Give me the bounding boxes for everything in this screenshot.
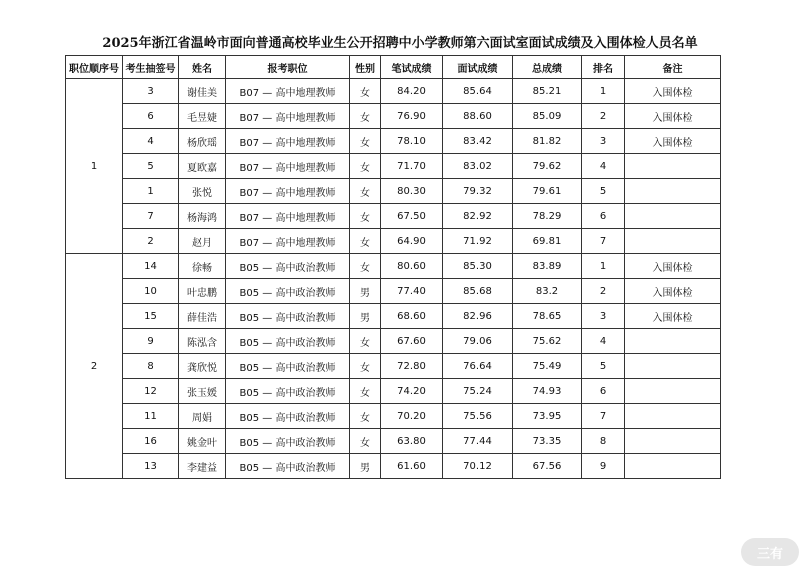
written-score-cell: 70.20: [381, 404, 443, 429]
gender-cell: 女: [350, 204, 381, 229]
remark-cell: [625, 154, 721, 179]
draw-no-cell: 7: [123, 204, 179, 229]
draw-no-cell: 6: [123, 104, 179, 129]
interview-score-cell: 83.42: [443, 129, 513, 154]
total-score-cell: 73.95: [513, 404, 582, 429]
written-score-cell: 80.30: [381, 179, 443, 204]
applied-position-cell: B05 — 高中政治教师: [226, 404, 350, 429]
interview-score-cell: 77.44: [443, 429, 513, 454]
remark-cell: [625, 379, 721, 404]
draw-no-cell: 13: [123, 454, 179, 479]
header-row: [66, 56, 721, 79]
table-row: [66, 429, 721, 454]
name-cell: 姚金叶: [179, 429, 226, 454]
rank-cell: 4: [582, 329, 625, 354]
position-no-cell: 1: [66, 79, 123, 254]
gender-cell: 女: [350, 229, 381, 254]
interview-score-cell: 85.68: [443, 279, 513, 304]
table-row: [66, 179, 721, 204]
remark-cell: 入围体检: [625, 304, 721, 329]
draw-no-cell: 11: [123, 404, 179, 429]
table-row: [66, 254, 721, 279]
draw-no-cell: 1: [123, 179, 179, 204]
rank-cell: 9: [582, 454, 625, 479]
applied-position-cell: B07 — 高中地理教师: [226, 229, 350, 254]
gender-cell: 女: [350, 354, 381, 379]
rank-cell: 6: [582, 204, 625, 229]
gender-cell: 男: [350, 304, 381, 329]
rank-cell: 1: [582, 254, 625, 279]
draw-no-cell: 12: [123, 379, 179, 404]
interview-score-cell: 79.32: [443, 179, 513, 204]
name-cell: 杨欣瑶: [179, 129, 226, 154]
applied-position-cell: B07 — 高中地理教师: [226, 204, 350, 229]
name-cell: 周娟: [179, 404, 226, 429]
written-score-cell: 68.60: [381, 304, 443, 329]
draw-no-cell: 10: [123, 279, 179, 304]
name-cell: 杨海鸿: [179, 204, 226, 229]
written-score-cell: 67.60: [381, 329, 443, 354]
name-cell: 陈泓含: [179, 329, 226, 354]
applied-position-cell: B07 — 高中地理教师: [226, 79, 350, 104]
interview-score-cell: 71.92: [443, 229, 513, 254]
applied-position-cell: B05 — 高中政治教师: [226, 354, 350, 379]
applied-position-cell: B07 — 高中地理教师: [226, 154, 350, 179]
interview-score-cell: 82.92: [443, 204, 513, 229]
gender-cell: 女: [350, 79, 381, 104]
remark-cell: [625, 354, 721, 379]
header-gender: 性别: [350, 56, 381, 79]
name-cell: 赵月: [179, 229, 226, 254]
results-table: [65, 55, 721, 479]
total-score-cell: 85.09: [513, 104, 582, 129]
total-score-cell: 78.65: [513, 304, 582, 329]
table-row: [66, 304, 721, 329]
table-row: [66, 154, 721, 179]
applied-position-cell: B05 — 高中政治教师: [226, 454, 350, 479]
name-cell: 叶忠鹏: [179, 279, 226, 304]
header-name: 姓名: [179, 56, 226, 79]
rank-cell: 3: [582, 304, 625, 329]
table-row: [66, 454, 721, 479]
total-score-cell: 79.62: [513, 154, 582, 179]
applied-position-cell: B05 — 高中政治教师: [226, 304, 350, 329]
applied-position-cell: B05 — 高中政治教师: [226, 329, 350, 354]
table-row: [66, 404, 721, 429]
written-score-cell: 61.60: [381, 454, 443, 479]
rank-cell: 7: [582, 229, 625, 254]
remark-cell: 入围体检: [625, 254, 721, 279]
written-score-cell: 67.50: [381, 204, 443, 229]
page-title: 2025年浙江省温岭市面向普通高校毕业生公开招聘中小学教师第六面试室面试成绩及入围体检人员名单: [102, 36, 698, 51]
rank-cell: 7: [582, 404, 625, 429]
total-score-cell: 81.82: [513, 129, 582, 154]
written-score-cell: 64.90: [381, 229, 443, 254]
name-cell: 张玉媛: [179, 379, 226, 404]
header-remark: 备注: [625, 56, 721, 79]
header-interview-score: 面试成绩: [443, 56, 513, 79]
name-cell: 薛佳浩: [179, 304, 226, 329]
remark-cell: 入围体检: [625, 79, 721, 104]
remark-cell: [625, 229, 721, 254]
written-score-cell: 71.70: [381, 154, 443, 179]
header-position-no: 职位顺序号: [66, 56, 123, 79]
rank-cell: 6: [582, 379, 625, 404]
header-applied-position: 报考职位: [226, 56, 350, 79]
gender-cell: 男: [350, 454, 381, 479]
table-row: [66, 329, 721, 354]
gender-cell: 男: [350, 279, 381, 304]
name-cell: 徐畅: [179, 254, 226, 279]
rank-cell: 5: [582, 354, 625, 379]
name-cell: 毛昱婕: [179, 104, 226, 129]
rank-cell: 2: [582, 279, 625, 304]
gender-cell: 女: [350, 104, 381, 129]
total-score-cell: 83.2: [513, 279, 582, 304]
header-draw-no: 考生抽签号: [123, 56, 179, 79]
name-cell: 龚欣悦: [179, 354, 226, 379]
applied-position-cell: B05 — 高中政治教师: [226, 429, 350, 454]
table-body: [66, 79, 721, 479]
draw-no-cell: 14: [123, 254, 179, 279]
gender-cell: 女: [350, 329, 381, 354]
draw-no-cell: 16: [123, 429, 179, 454]
table-row: [66, 279, 721, 304]
interview-score-cell: 75.24: [443, 379, 513, 404]
name-cell: 张悦: [179, 179, 226, 204]
watermark-logo: 三有: [741, 538, 799, 566]
total-score-cell: 75.62: [513, 329, 582, 354]
total-score-cell: 78.29: [513, 204, 582, 229]
table-row: [66, 204, 721, 229]
written-score-cell: 76.90: [381, 104, 443, 129]
gender-cell: 女: [350, 254, 381, 279]
applied-position-cell: B05 — 高中政治教师: [226, 254, 350, 279]
remark-cell: [625, 329, 721, 354]
rank-cell: 2: [582, 104, 625, 129]
table-row: [66, 354, 721, 379]
applied-position-cell: B07 — 高中地理教师: [226, 179, 350, 204]
applied-position-cell: B07 — 高中地理教师: [226, 104, 350, 129]
total-score-cell: 74.93: [513, 379, 582, 404]
total-score-cell: 69.81: [513, 229, 582, 254]
interview-score-cell: 70.12: [443, 454, 513, 479]
written-score-cell: 77.40: [381, 279, 443, 304]
total-score-cell: 75.49: [513, 354, 582, 379]
gender-cell: 女: [350, 429, 381, 454]
table-row: [66, 379, 721, 404]
written-score-cell: 63.80: [381, 429, 443, 454]
draw-no-cell: 15: [123, 304, 179, 329]
written-score-cell: 78.10: [381, 129, 443, 154]
header-total-score: 总成绩: [513, 56, 582, 79]
draw-no-cell: 3: [123, 79, 179, 104]
rank-cell: 3: [582, 129, 625, 154]
table-row: [66, 129, 721, 154]
total-score-cell: 73.35: [513, 429, 582, 454]
gender-cell: 女: [350, 379, 381, 404]
applied-position-cell: B05 — 高中政治教师: [226, 279, 350, 304]
remark-cell: [625, 429, 721, 454]
gender-cell: 女: [350, 129, 381, 154]
name-cell: 谢佳美: [179, 79, 226, 104]
name-cell: 夏欧嘉: [179, 154, 226, 179]
position-no-cell: 2: [66, 254, 123, 479]
interview-score-cell: 76.64: [443, 354, 513, 379]
remark-cell: [625, 179, 721, 204]
draw-no-cell: 8: [123, 354, 179, 379]
header-written-score: 笔试成绩: [381, 56, 443, 79]
gender-cell: 女: [350, 179, 381, 204]
rank-cell: 5: [582, 179, 625, 204]
interview-score-cell: 75.56: [443, 404, 513, 429]
name-cell: 李建益: [179, 454, 226, 479]
written-score-cell: 72.80: [381, 354, 443, 379]
total-score-cell: 85.21: [513, 79, 582, 104]
draw-no-cell: 9: [123, 329, 179, 354]
remark-cell: [625, 204, 721, 229]
written-score-cell: 74.20: [381, 379, 443, 404]
table-row: [66, 104, 721, 129]
draw-no-cell: 2: [123, 229, 179, 254]
remark-cell: 入围体检: [625, 129, 721, 154]
applied-position-cell: B05 — 高中政治教师: [226, 379, 350, 404]
total-score-cell: 67.56: [513, 454, 582, 479]
rank-cell: 4: [582, 154, 625, 179]
gender-cell: 女: [350, 154, 381, 179]
gender-cell: 女: [350, 404, 381, 429]
interview-score-cell: 82.96: [443, 304, 513, 329]
rank-cell: 8: [582, 429, 625, 454]
interview-score-cell: 85.64: [443, 79, 513, 104]
remark-cell: [625, 454, 721, 479]
rank-cell: 1: [582, 79, 625, 104]
interview-score-cell: 88.60: [443, 104, 513, 129]
applied-position-cell: B07 — 高中地理教师: [226, 129, 350, 154]
interview-score-cell: 85.30: [443, 254, 513, 279]
header-rank: 排名: [582, 56, 625, 79]
remark-cell: 入围体检: [625, 279, 721, 304]
total-score-cell: 83.89: [513, 254, 582, 279]
table-row: [66, 229, 721, 254]
remark-cell: 入围体检: [625, 104, 721, 129]
table-row: [66, 79, 721, 104]
interview-score-cell: 79.06: [443, 329, 513, 354]
draw-no-cell: 4: [123, 129, 179, 154]
total-score-cell: 79.61: [513, 179, 582, 204]
remark-cell: [625, 404, 721, 429]
interview-score-cell: 83.02: [443, 154, 513, 179]
written-score-cell: 84.20: [381, 79, 443, 104]
written-score-cell: 80.60: [381, 254, 443, 279]
draw-no-cell: 5: [123, 154, 179, 179]
